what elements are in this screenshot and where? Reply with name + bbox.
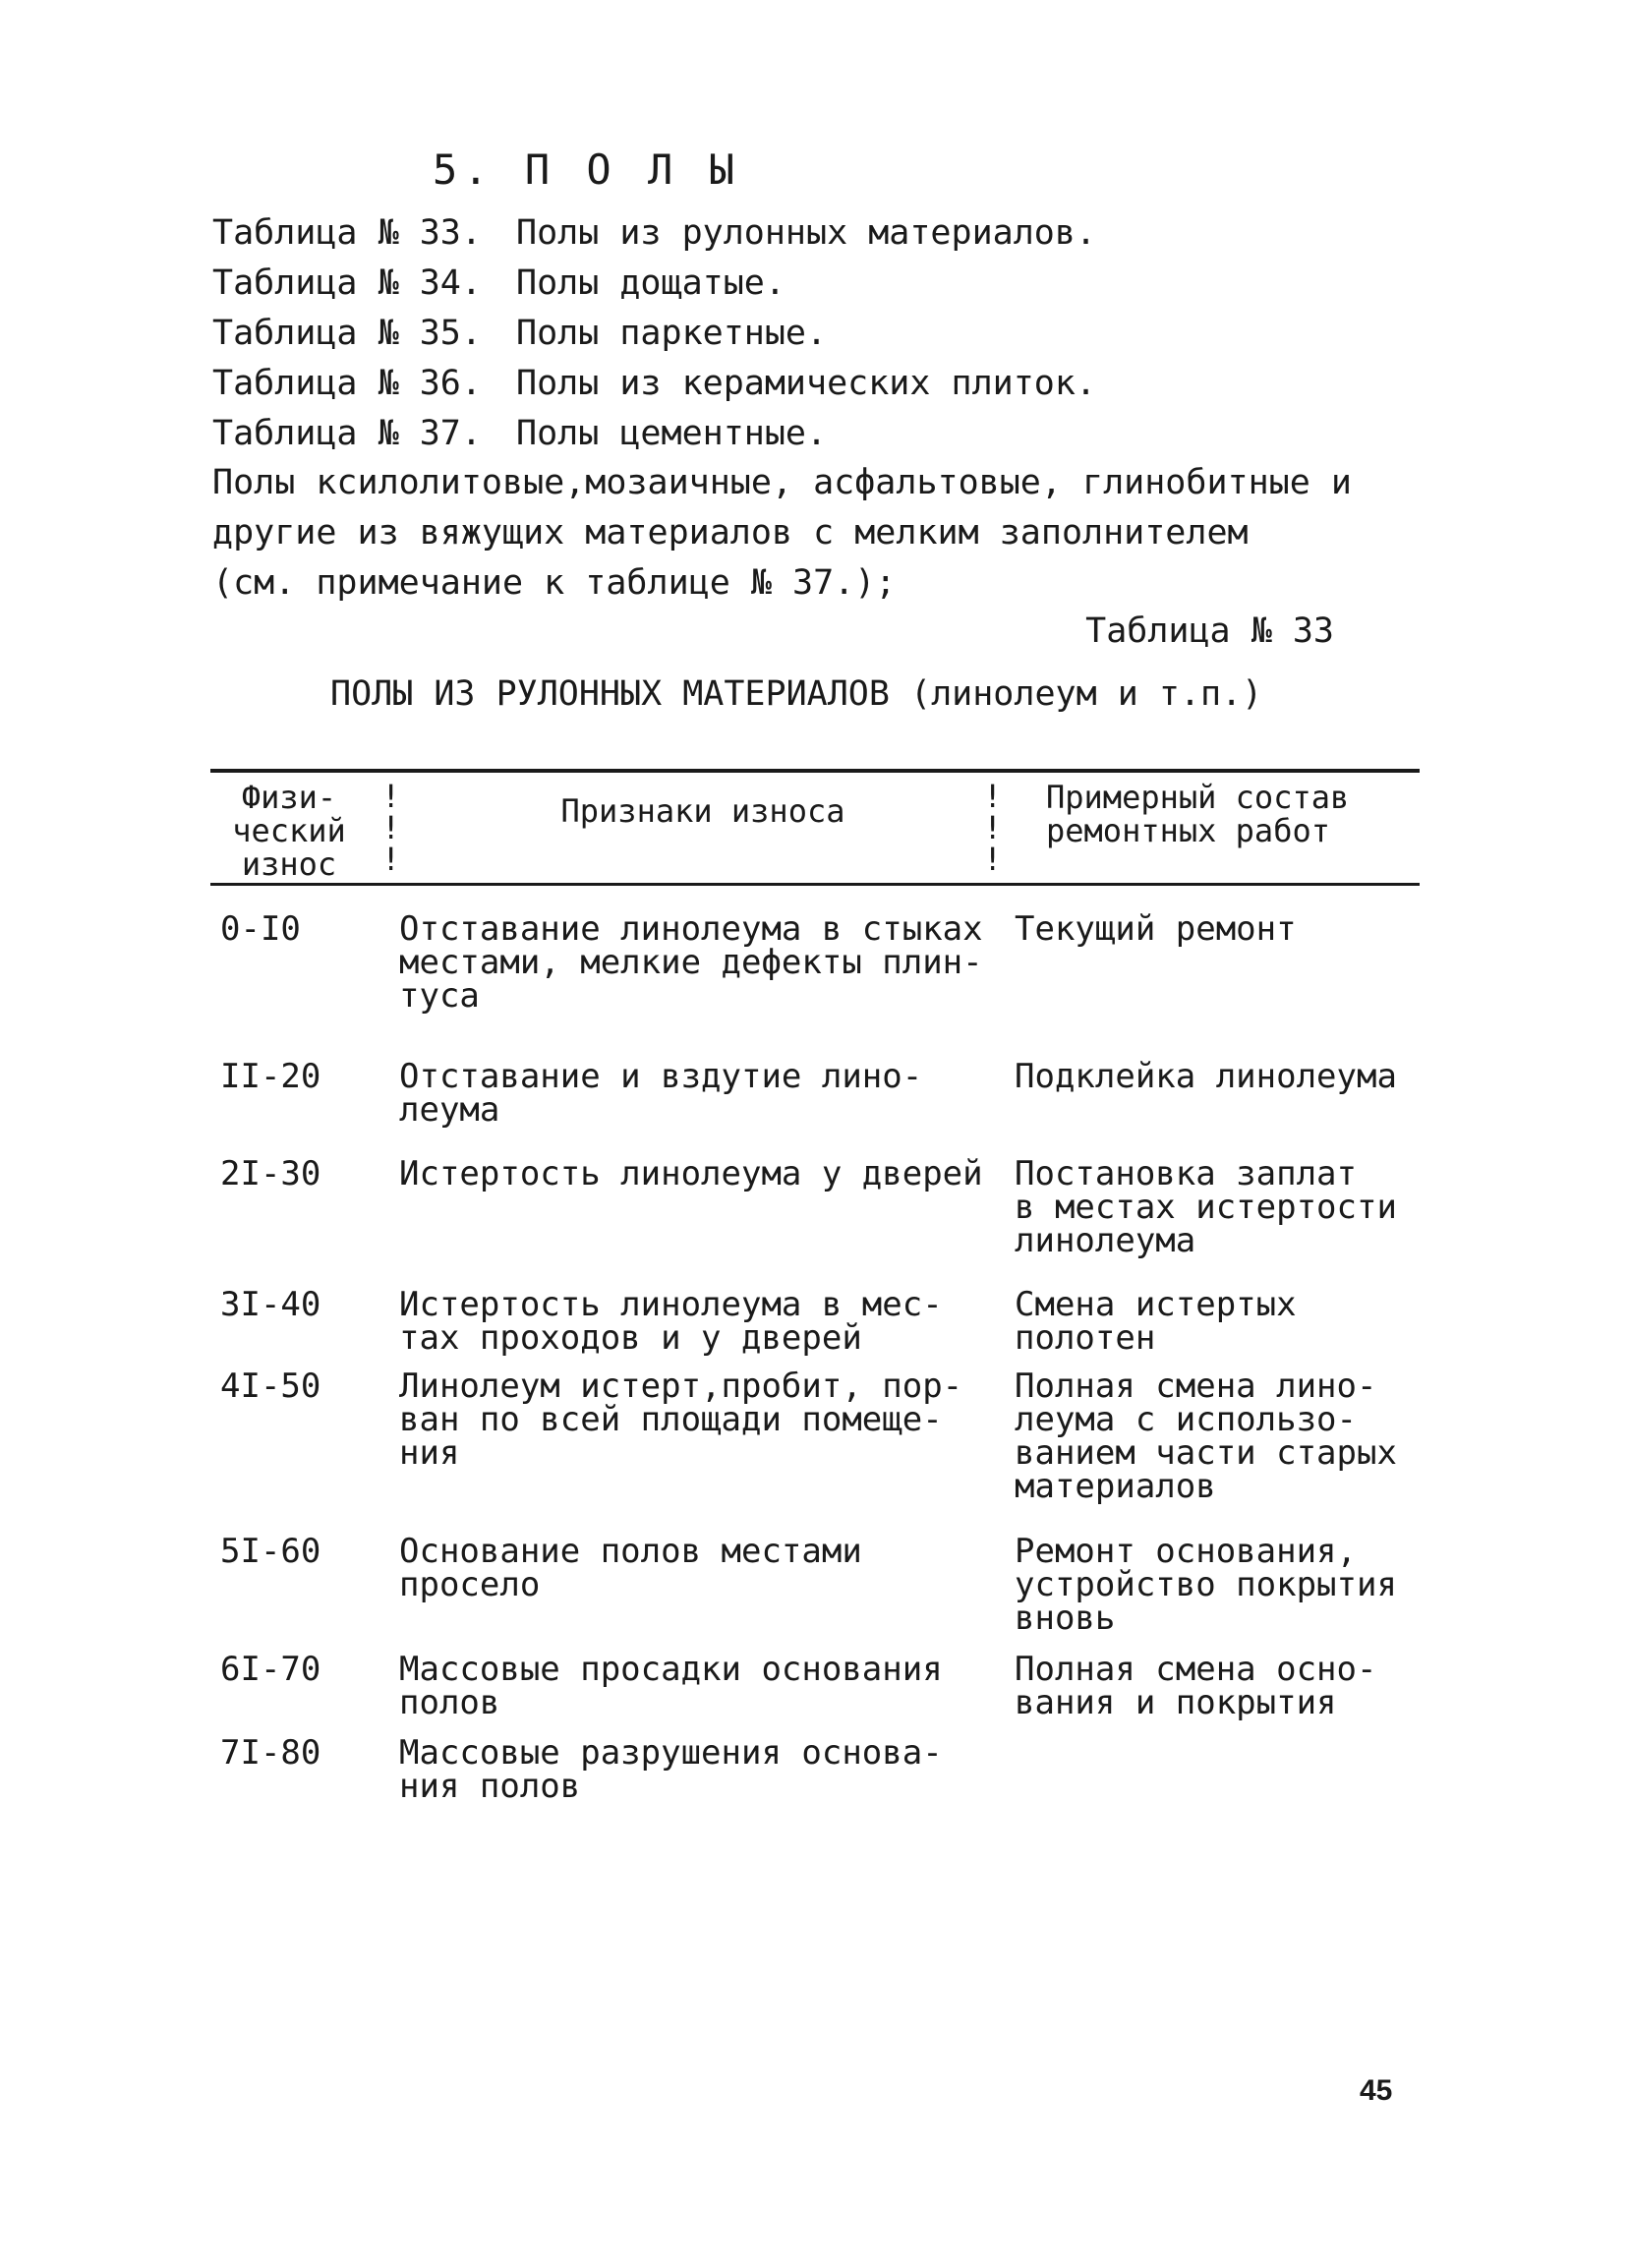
toc-entry-label: Таблица № 33. (212, 213, 482, 253)
toc-entry-text: Полы цементные. (516, 414, 828, 453)
table-row (210, 1057, 1420, 1157)
cell-works: Смена истертых полотен (1015, 1285, 1297, 1358)
table-header-rule (210, 883, 1420, 886)
column-separator-mark: ! (381, 841, 401, 878)
table-of-contents (212, 208, 1096, 459)
cell-wear: 6I-70 (220, 1650, 321, 1689)
toc-entry-label: Таблица № 36. (212, 364, 482, 403)
toc-entry (212, 259, 1096, 309)
toc-entry (212, 409, 1096, 459)
toc-entry-text: Полы паркетные. (516, 314, 828, 353)
cell-works: Подклейка линолеума (1015, 1057, 1397, 1096)
toc-entry (212, 208, 1096, 259)
table-title: ПОЛЫ ИЗ РУЛОННЫХ МАТЕРИАЛОВ (линолеум и т.п.) (330, 674, 1263, 714)
table-row (210, 1285, 1420, 1369)
table-body (210, 909, 1420, 1815)
cell-works: Постановка заплат в местах истертости линолеума (1015, 1154, 1397, 1260)
intro-line: Полы ксилолитовые,мозаичные, асфальтовые, глинобитные и (212, 463, 1352, 502)
cell-wear: 2I-30 (220, 1154, 321, 1193)
cell-signs: Истертость линолеума у дверей (399, 1154, 983, 1193)
toc-entry-label: Таблица № 35. (212, 314, 482, 353)
cell-signs: Линолеум истерт,пробит, пор- ван по всей площади помеще- ния (399, 1367, 963, 1473)
cell-wear: 7I-80 (220, 1733, 321, 1773)
cell-wear: 3I-40 (220, 1285, 321, 1324)
toc-entry-label: Таблица № 37. (212, 414, 482, 453)
cell-signs: Массовые разрушения основа- ния полов (399, 1733, 943, 1806)
intro-paragraph (212, 458, 1352, 609)
table-row (210, 1532, 1420, 1653)
header-wear-signs: Признаки износа (560, 792, 845, 830)
section-title: 5. П О Л Ы (433, 145, 740, 194)
table-row (210, 909, 1420, 1060)
cell-wear: 5I-60 (220, 1532, 321, 1571)
page-number: 45 (1360, 2074, 1393, 2107)
cell-wear: 0-I0 (220, 909, 301, 949)
toc-entry-text: Полы из керамических плиток. (516, 364, 1097, 403)
table-row (210, 1733, 1420, 1815)
toc-entry (212, 359, 1096, 409)
cell-signs: Истертость линолеума в мес- тах проходов и у дверей (399, 1285, 943, 1358)
table-top-rule (210, 769, 1420, 773)
table-header (210, 778, 1420, 883)
cell-signs: Отставание и вздутие лино- леума (399, 1057, 923, 1130)
cell-works: Полная смена лино- леума с использо- ванием части старых материалов (1015, 1367, 1397, 1506)
cell-wear: II-20 (220, 1057, 321, 1096)
column-separator-mark: ! (983, 809, 1003, 846)
cell-signs: Массовые просадки основания полов (399, 1650, 943, 1722)
header-physical-wear: Физи- ческий износ (232, 779, 346, 883)
cell-works: Ремонт основания, устройство покрытия вновь (1015, 1532, 1397, 1638)
toc-entry (212, 309, 1096, 359)
cell-works: Текущий ремонт (1015, 909, 1297, 949)
cell-signs: Отставание линолеума в стыках местами, мелкие дефекты плин- туса (399, 909, 983, 1016)
column-separator-mark: ! (983, 841, 1003, 878)
header-repair-works: Примерный состав ремонтных работ (1046, 779, 1350, 849)
cell-works: Полная смена осно- вания и покрытия (1015, 1650, 1377, 1722)
column-separator-mark: ! (381, 809, 401, 846)
column-separator-mark: ! (983, 778, 1003, 815)
cell-wear: 4I-50 (220, 1367, 321, 1406)
intro-line: (см. примечание к таблице № 37.); (212, 563, 897, 603)
toc-entry-text: Полы из рулонных материалов. (516, 213, 1097, 253)
toc-entry-text: Полы дощатые. (516, 263, 785, 303)
table-number-label: Таблица № 33 (1085, 611, 1334, 651)
intro-line: другие из вяжущих материалов с мелким заполнителем (212, 513, 1249, 552)
cell-signs: Основание полов местами просело (399, 1532, 862, 1604)
table-row (210, 1154, 1420, 1288)
table-row (210, 1369, 1420, 1535)
table-row (210, 1650, 1420, 1736)
column-separator-mark: ! (381, 778, 401, 815)
toc-entry-label: Таблица № 34. (212, 263, 482, 303)
